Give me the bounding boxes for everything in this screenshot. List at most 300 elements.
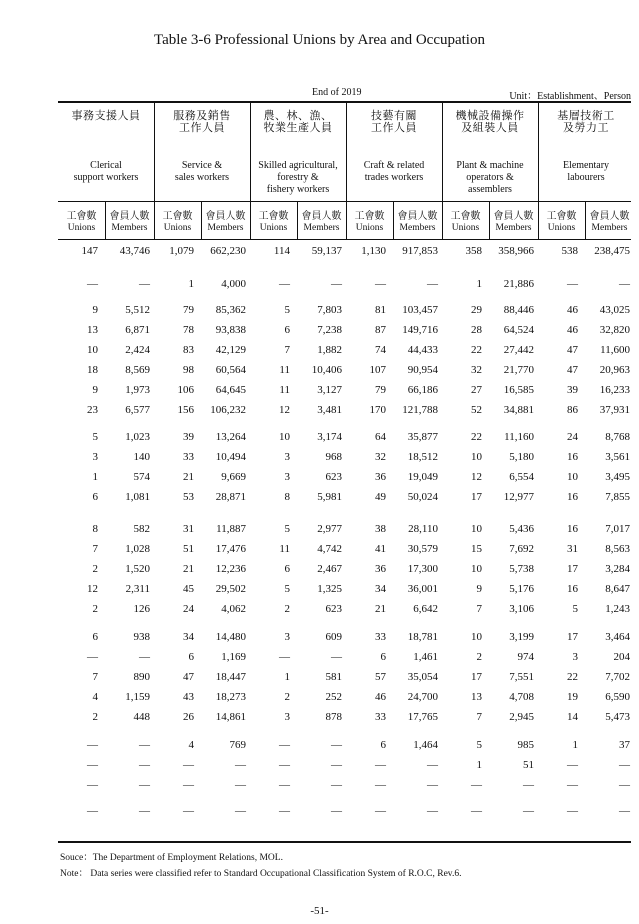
members-cell: 28,871 <box>215 491 246 503</box>
unions-cell: 57 <box>375 671 386 683</box>
group-header-zh: 機械設備操作 及組裝人員 <box>455 109 525 134</box>
unions-cell: 6 <box>284 324 290 336</box>
unions-cell: 43 <box>183 691 194 703</box>
unions-cell: 12 <box>87 583 98 595</box>
members-cell: 16,585 <box>503 384 534 396</box>
unions-cell: 49 <box>375 491 386 503</box>
members-cell: — <box>427 759 438 771</box>
members-cell: 917,853 <box>402 245 438 257</box>
members-cell: 1,464 <box>413 739 438 751</box>
members-cell: 1,243 <box>605 603 630 615</box>
members-cell: 890 <box>133 671 150 683</box>
unions-cell: 22 <box>471 344 482 356</box>
unions-cell: — <box>279 779 290 791</box>
members-cell: — <box>139 651 150 663</box>
unions-cell: 358 <box>465 245 482 257</box>
members-cell: 582 <box>133 523 150 535</box>
unions-cell: 13 <box>471 691 482 703</box>
unions-cell: — <box>87 805 98 817</box>
members-cell: 28,110 <box>408 523 438 535</box>
members-cell: 3,495 <box>605 471 630 483</box>
unions-header-en: Unions <box>163 223 192 233</box>
unions-cell: — <box>375 805 386 817</box>
unions-cell: 10 <box>471 523 482 535</box>
members-cell: — <box>139 805 150 817</box>
unions-cell: 170 <box>369 404 386 416</box>
members-cell: 5,473 <box>605 711 630 723</box>
members-cell: — <box>235 759 246 771</box>
members-cell: 3,174 <box>317 431 342 443</box>
members-cell: 21,770 <box>503 364 534 376</box>
unions-cell: 81 <box>375 304 386 316</box>
group-header-en: Skilled agricultural, forestry & fishery workers <box>258 160 338 195</box>
unions-cell: 51 <box>183 543 194 555</box>
unions-cell: 2 <box>284 603 290 615</box>
unit-label: Unit：Establishment、Person <box>509 91 631 102</box>
members-cell: 140 <box>133 451 150 463</box>
group-header-zh: 事務支援人員 <box>71 109 141 122</box>
members-cell: 3,106 <box>509 603 534 615</box>
unions-cell: 1 <box>476 759 482 771</box>
unions-cell: 83 <box>183 344 194 356</box>
members-cell: 17,765 <box>407 711 438 723</box>
unions-cell: 12 <box>471 471 482 483</box>
unions-cell: 7 <box>92 671 98 683</box>
unions-header-en: Unions <box>547 223 576 233</box>
unions-cell: 46 <box>375 691 386 703</box>
unions-cell: 1 <box>476 278 482 290</box>
members-cell: 10,406 <box>311 364 342 376</box>
unions-cell: 16 <box>567 451 578 463</box>
members-cell: 44,433 <box>407 344 438 356</box>
unions-cell: 10 <box>471 451 482 463</box>
unions-cell: 6 <box>92 491 98 503</box>
members-cell: 7,551 <box>509 671 534 683</box>
unions-cell: 21 <box>183 471 194 483</box>
unions-cell: 6 <box>284 563 290 575</box>
unions-cell: 1 <box>284 671 290 683</box>
unions-cell: 5 <box>92 431 98 443</box>
members-cell: 6,554 <box>509 471 534 483</box>
members-cell: — <box>331 278 342 290</box>
unions-cell: 24 <box>567 431 578 443</box>
unions-cell: 8 <box>284 491 290 503</box>
members-cell: 149,716 <box>402 324 438 336</box>
members-cell: 85,362 <box>215 304 246 316</box>
unions-cell: 11 <box>279 543 290 555</box>
members-cell: 17,476 <box>215 543 246 555</box>
unions-cell: 10 <box>279 431 290 443</box>
unions-cell: 2 <box>92 563 98 575</box>
unions-cell: 18 <box>87 364 98 376</box>
members-cell: 938 <box>133 631 150 643</box>
members-cell: 35,877 <box>407 431 438 443</box>
members-cell: 14,861 <box>215 711 246 723</box>
members-cell: 252 <box>325 691 342 703</box>
members-cell: — <box>427 779 438 791</box>
unions-cell: — <box>87 651 98 663</box>
members-cell: 6,590 <box>605 691 630 703</box>
members-cell: 32,820 <box>599 324 630 336</box>
members-cell: 8,563 <box>605 543 630 555</box>
members-cell: 574 <box>133 471 150 483</box>
members-cell: 18,781 <box>407 631 438 643</box>
members-cell: 11,160 <box>504 431 534 443</box>
members-cell: 106,232 <box>210 404 246 416</box>
members-cell: 5,512 <box>125 304 150 316</box>
unions-cell: 39 <box>183 431 194 443</box>
unions-cell: — <box>567 779 578 791</box>
unions-cell: 6 <box>380 651 386 663</box>
members-header-zh: 會員人數 <box>589 211 630 222</box>
unions-cell: — <box>279 759 290 771</box>
unions-cell: 22 <box>567 671 578 683</box>
members-cell: — <box>619 805 630 817</box>
unions-cell: — <box>471 779 482 791</box>
unions-header-zh: 工會數 <box>66 211 97 222</box>
unions-cell: 106 <box>177 384 194 396</box>
members-cell: 27,442 <box>503 344 534 356</box>
unions-cell: 8 <box>92 523 98 535</box>
unions-header-en: Unions <box>67 223 96 233</box>
unions-cell: 21 <box>183 563 194 575</box>
unions-cell: 26 <box>183 711 194 723</box>
group-header-en: Craft & related trades workers <box>363 160 425 183</box>
members-cell: 3,481 <box>317 404 342 416</box>
members-cell: 35,054 <box>407 671 438 683</box>
unions-cell: 11 <box>279 364 290 376</box>
unions-cell: 10 <box>567 471 578 483</box>
members-cell: — <box>139 779 150 791</box>
members-cell: 51 <box>523 759 534 771</box>
unions-cell: 6 <box>188 651 194 663</box>
unions-cell: 5 <box>284 304 290 316</box>
members-header-zh: 會員人數 <box>109 211 150 222</box>
members-cell: 5,738 <box>509 563 534 575</box>
members-cell: 3,127 <box>317 384 342 396</box>
unions-cell: 156 <box>177 404 194 416</box>
unions-cell: 2 <box>92 603 98 615</box>
unions-cell: 17 <box>471 491 482 503</box>
members-cell: 1,882 <box>317 344 342 356</box>
members-cell: 7,692 <box>509 543 534 555</box>
members-cell: 2,467 <box>317 563 342 575</box>
members-cell: 12,977 <box>503 491 534 503</box>
group-header-en: Elementary labourers <box>562 160 610 183</box>
members-cell: 581 <box>325 671 342 683</box>
unions-cell: 4 <box>188 739 194 751</box>
members-cell: 5,981 <box>317 491 342 503</box>
unions-cell: 22 <box>471 431 482 443</box>
members-cell: — <box>139 278 150 290</box>
unions-cell: 32 <box>471 364 482 376</box>
members-cell: 11,600 <box>600 344 630 356</box>
unions-cell: 33 <box>375 631 386 643</box>
members-cell: 8,647 <box>605 583 630 595</box>
unions-cell: 31 <box>183 523 194 535</box>
unions-header-zh: 工會數 <box>450 211 481 222</box>
members-header-zh: 會員人數 <box>301 211 342 222</box>
members-header-en: Members <box>111 223 148 233</box>
unions-cell: 7 <box>476 711 482 723</box>
members-cell: 18,512 <box>407 451 438 463</box>
members-cell: 1,461 <box>413 651 438 663</box>
source-note: Souce：The Department of Employment Relations, MOL. <box>60 853 283 863</box>
unions-cell: 33 <box>375 711 386 723</box>
members-cell: 59,137 <box>311 245 342 257</box>
members-cell: 60,564 <box>215 364 246 376</box>
members-cell: 24,700 <box>407 691 438 703</box>
group-header-zh: 技藝有關 工作人員 <box>371 109 417 134</box>
unions-cell: 15 <box>471 543 482 555</box>
unions-cell: 10 <box>471 563 482 575</box>
unions-cell: 31 <box>567 543 578 555</box>
unions-cell: 4 <box>92 691 98 703</box>
unions-cell: — <box>567 278 578 290</box>
members-cell: 2,945 <box>509 711 534 723</box>
members-cell: — <box>427 805 438 817</box>
members-cell: 769 <box>229 739 246 751</box>
members-cell: 43,025 <box>599 304 630 316</box>
unions-cell: — <box>183 779 194 791</box>
members-cell: — <box>235 779 246 791</box>
unions-cell: 9 <box>476 583 482 595</box>
members-cell: 1,023 <box>125 431 150 443</box>
unions-cell: 538 <box>561 245 578 257</box>
table-top-rule <box>58 101 631 103</box>
unions-cell: 21 <box>375 603 386 615</box>
unions-cell: 5 <box>284 523 290 535</box>
unions-cell: — <box>567 805 578 817</box>
members-cell: 30,579 <box>407 543 438 555</box>
group-header-en: Service & sales workers <box>174 160 230 183</box>
unions-cell: 16 <box>567 523 578 535</box>
unions-cell: — <box>567 759 578 771</box>
group-header-zh: 基層技術工 及勞力工 <box>557 109 615 134</box>
classification-note: Note： Data series were classified refer to Standard Occupational Classification System of R.O.C, Rev.6. <box>60 869 462 879</box>
unions-header-zh: 工會數 <box>546 211 577 222</box>
members-cell: 88,446 <box>503 304 534 316</box>
unions-cell: 52 <box>471 404 482 416</box>
group-header-rule <box>58 201 631 202</box>
members-cell: — <box>331 651 342 663</box>
members-cell: 623 <box>325 603 342 615</box>
unions-cell: — <box>375 759 386 771</box>
unions-cell: — <box>279 805 290 817</box>
unions-cell: 29 <box>471 304 482 316</box>
members-cell: 6,871 <box>125 324 150 336</box>
unions-cell: 16 <box>567 491 578 503</box>
unions-cell: 3 <box>572 651 578 663</box>
unions-cell: 11 <box>279 384 290 396</box>
members-cell: 17,300 <box>407 563 438 575</box>
members-cell: 1,973 <box>125 384 150 396</box>
members-cell: 662,230 <box>210 245 246 257</box>
unions-cell: — <box>87 779 98 791</box>
members-cell: — <box>427 278 438 290</box>
members-cell: 3,284 <box>605 563 630 575</box>
unions-cell: 6 <box>92 631 98 643</box>
members-cell: 2,424 <box>125 344 150 356</box>
members-cell: 1,520 <box>125 563 150 575</box>
unions-cell: 7 <box>476 603 482 615</box>
unions-cell: 36 <box>375 471 386 483</box>
members-cell: 64,524 <box>503 324 534 336</box>
unions-header-en: Unions <box>451 223 480 233</box>
members-header-zh: 會員人數 <box>493 211 534 222</box>
unions-cell: 2 <box>284 691 290 703</box>
members-cell: 1,325 <box>317 583 342 595</box>
members-cell: 7,017 <box>605 523 630 535</box>
members-cell: 2,977 <box>317 523 342 535</box>
unions-cell: 32 <box>375 451 386 463</box>
unions-cell: 6 <box>380 739 386 751</box>
unions-cell: 34 <box>183 631 194 643</box>
unions-cell: 46 <box>567 324 578 336</box>
members-cell: 4,708 <box>509 691 534 703</box>
unions-cell: 47 <box>567 364 578 376</box>
unions-cell: 86 <box>567 404 578 416</box>
unions-cell: 24 <box>183 603 194 615</box>
unions-cell: 53 <box>183 491 194 503</box>
members-cell: 12,236 <box>215 563 246 575</box>
group-header-zh: 服務及銷售 工作人員 <box>173 109 231 134</box>
unions-cell: 28 <box>471 324 482 336</box>
members-cell: 20,963 <box>599 364 630 376</box>
unions-cell: 10 <box>471 631 482 643</box>
unions-cell: 38 <box>375 523 386 535</box>
members-cell: 34,881 <box>503 404 534 416</box>
unions-cell: 114 <box>273 245 290 257</box>
unions-cell: 2 <box>476 651 482 663</box>
unions-cell: 1 <box>92 471 98 483</box>
unions-header-en: Unions <box>355 223 384 233</box>
unions-cell: 34 <box>375 583 386 595</box>
members-cell: — <box>619 278 630 290</box>
members-cell: — <box>331 739 342 751</box>
members-cell: 2,311 <box>125 583 150 595</box>
members-cell: 358,966 <box>498 245 534 257</box>
unions-cell: — <box>183 805 194 817</box>
members-cell: 623 <box>325 471 342 483</box>
table-bottom-rule <box>58 841 631 843</box>
page-number: -51- <box>310 905 329 917</box>
members-header-en: Members <box>303 223 340 233</box>
unions-cell: 107 <box>369 364 386 376</box>
unions-cell: — <box>279 651 290 663</box>
subheader-rule <box>58 239 631 240</box>
members-cell: 50,024 <box>407 491 438 503</box>
members-cell: 974 <box>517 651 534 663</box>
members-cell: 3,561 <box>605 451 630 463</box>
members-cell: 5,176 <box>509 583 534 595</box>
members-header-en: Members <box>495 223 532 233</box>
members-cell: 5,180 <box>509 451 534 463</box>
unions-cell: 47 <box>183 671 194 683</box>
members-cell: 1,028 <box>125 543 150 555</box>
members-cell: 19,049 <box>407 471 438 483</box>
members-cell: 29,502 <box>215 583 246 595</box>
unions-cell: — <box>87 278 98 290</box>
unions-cell: 3 <box>92 451 98 463</box>
members-cell: 4,000 <box>221 278 246 290</box>
members-cell: 3,464 <box>605 631 630 643</box>
members-cell: 90,954 <box>407 364 438 376</box>
members-cell: — <box>523 805 534 817</box>
unions-cell: — <box>279 278 290 290</box>
unions-cell: 78 <box>183 324 194 336</box>
members-cell: 14,480 <box>215 631 246 643</box>
members-header-en: Members <box>207 223 244 233</box>
unions-cell: 3 <box>284 631 290 643</box>
members-cell: 121,788 <box>402 404 438 416</box>
group-header-en: Clerical support workers <box>73 160 139 183</box>
unions-cell: — <box>87 759 98 771</box>
unions-cell: 9 <box>92 384 98 396</box>
unions-cell: 45 <box>183 583 194 595</box>
unions-cell: 1,130 <box>361 245 386 257</box>
unions-cell: 16 <box>567 583 578 595</box>
members-cell: 968 <box>325 451 342 463</box>
members-cell: 43,746 <box>119 245 150 257</box>
members-cell: — <box>523 779 534 791</box>
members-cell: 18,273 <box>215 691 246 703</box>
members-cell: — <box>331 805 342 817</box>
unions-cell: 147 <box>81 245 98 257</box>
unions-cell: 17 <box>567 631 578 643</box>
members-cell: 93,838 <box>215 324 246 336</box>
members-cell: 609 <box>325 631 342 643</box>
unions-cell: 19 <box>567 691 578 703</box>
members-cell: 16,233 <box>599 384 630 396</box>
unions-cell: — <box>279 739 290 751</box>
unions-cell: 36 <box>375 563 386 575</box>
members-cell: 204 <box>613 651 630 663</box>
members-cell: 7,855 <box>605 491 630 503</box>
unions-cell: 7 <box>92 543 98 555</box>
members-cell: 985 <box>517 739 534 751</box>
unions-cell: 17 <box>471 671 482 683</box>
members-cell: 37,931 <box>599 404 630 416</box>
unions-header-en: Unions <box>259 223 288 233</box>
unions-header-zh: 工會數 <box>354 211 385 222</box>
members-cell: 878 <box>325 711 342 723</box>
members-header-en: Members <box>399 223 436 233</box>
unions-cell: — <box>375 779 386 791</box>
members-cell: 8,768 <box>605 431 630 443</box>
members-cell: 7,803 <box>317 304 342 316</box>
unions-cell: 5 <box>284 583 290 595</box>
unions-cell: 17 <box>567 563 578 575</box>
unions-cell: 1 <box>572 739 578 751</box>
unions-cell: 39 <box>567 384 578 396</box>
unions-cell: 5 <box>572 603 578 615</box>
unions-cell: — <box>87 739 98 751</box>
members-cell: 1,081 <box>125 491 150 503</box>
unions-cell: 14 <box>567 711 578 723</box>
unions-header-zh: 工會數 <box>162 211 193 222</box>
unions-cell: 64 <box>375 431 386 443</box>
members-cell: 1,159 <box>125 691 150 703</box>
period-label: End of 2019 <box>312 87 362 98</box>
members-cell: 3,199 <box>509 631 534 643</box>
unions-cell: 41 <box>375 543 386 555</box>
members-cell: 18,447 <box>215 671 246 683</box>
members-cell: 66,186 <box>407 384 438 396</box>
members-cell: 1,169 <box>221 651 246 663</box>
unions-cell: 46 <box>567 304 578 316</box>
unions-cell: 12 <box>279 404 290 416</box>
